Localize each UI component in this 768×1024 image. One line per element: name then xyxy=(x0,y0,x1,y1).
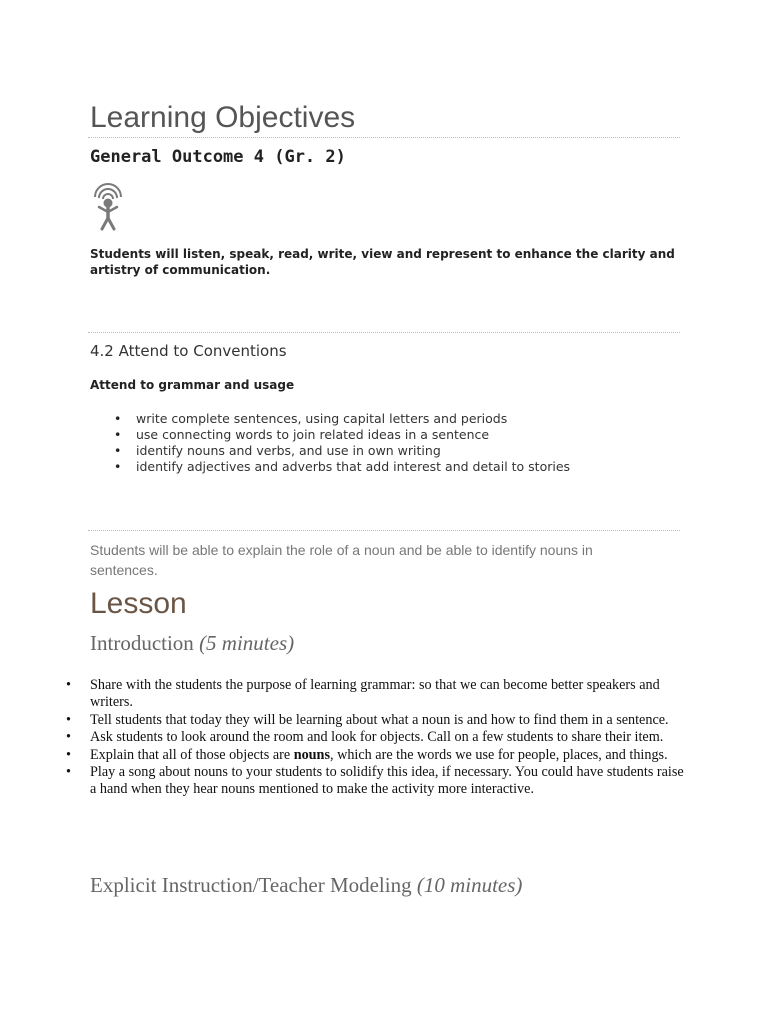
explicit-instruction-label: Explicit Instruction/Teacher Modeling xyxy=(90,873,412,897)
introduction-heading-label: Introduction xyxy=(90,631,194,655)
explicit-instruction-duration: (10 minutes) xyxy=(416,873,523,897)
conventions-subheading: Attend to grammar and usage xyxy=(90,378,295,392)
introduction-duration: (5 minutes) xyxy=(199,631,295,655)
list-item xyxy=(64,747,684,764)
conventions-list xyxy=(90,411,570,475)
lesson-objective: Students will be able to explain the role of a noun and be able to identify nouns in sentences. xyxy=(90,542,593,578)
list-item: • Play a song about nouns to your students to solidify this idea, if necessary. You could have students raise a hand when they hear nouns mentioned to make the activity more interactive. xyxy=(64,764,684,799)
divider xyxy=(88,332,680,333)
divider xyxy=(88,137,680,138)
outcome-statement: Students will listen, speak, read, write, view and represent to enhance the clarity and artistry of communication. xyxy=(90,247,675,277)
person-broadcast-icon xyxy=(90,183,126,231)
item-bold-term: nouns xyxy=(293,746,330,763)
page-title: Learning Objectives xyxy=(90,101,356,134)
conventions-heading: 4.2 Attend to Conventions xyxy=(90,342,287,360)
list-item: • Share with the students the purpose of learning grammar: so that we can become better speakers and writers. xyxy=(64,677,684,712)
outcome-subtitle: General Outcome 4 (Gr. 2) xyxy=(90,147,346,167)
list-item: • identify nouns and verbs, and use in own writing xyxy=(90,443,570,459)
explicit-instruction-heading xyxy=(90,873,522,898)
list-item: • Ask students to look around the room and look for objects. Call on a few students to share their item. xyxy=(64,729,684,746)
list-item: • use connecting words to join related ideas in a sentence xyxy=(90,427,570,443)
list-item: • write complete sentences, using capital letters and periods xyxy=(90,411,570,427)
list-item: • Tell students that today they will be learning about what a noun is and how to find them in a sentence. xyxy=(64,712,684,729)
introduction-list xyxy=(64,677,684,799)
lesson-heading: Lesson xyxy=(90,587,187,620)
item-text: Explain that all of those objects are xyxy=(90,746,294,763)
introduction-heading xyxy=(90,631,294,656)
divider xyxy=(88,530,680,531)
list-item: • identify adjectives and adverbs that add interest and detail to stories xyxy=(90,459,570,475)
item-text: , which are the words we use for people, places, and things. xyxy=(329,746,668,763)
